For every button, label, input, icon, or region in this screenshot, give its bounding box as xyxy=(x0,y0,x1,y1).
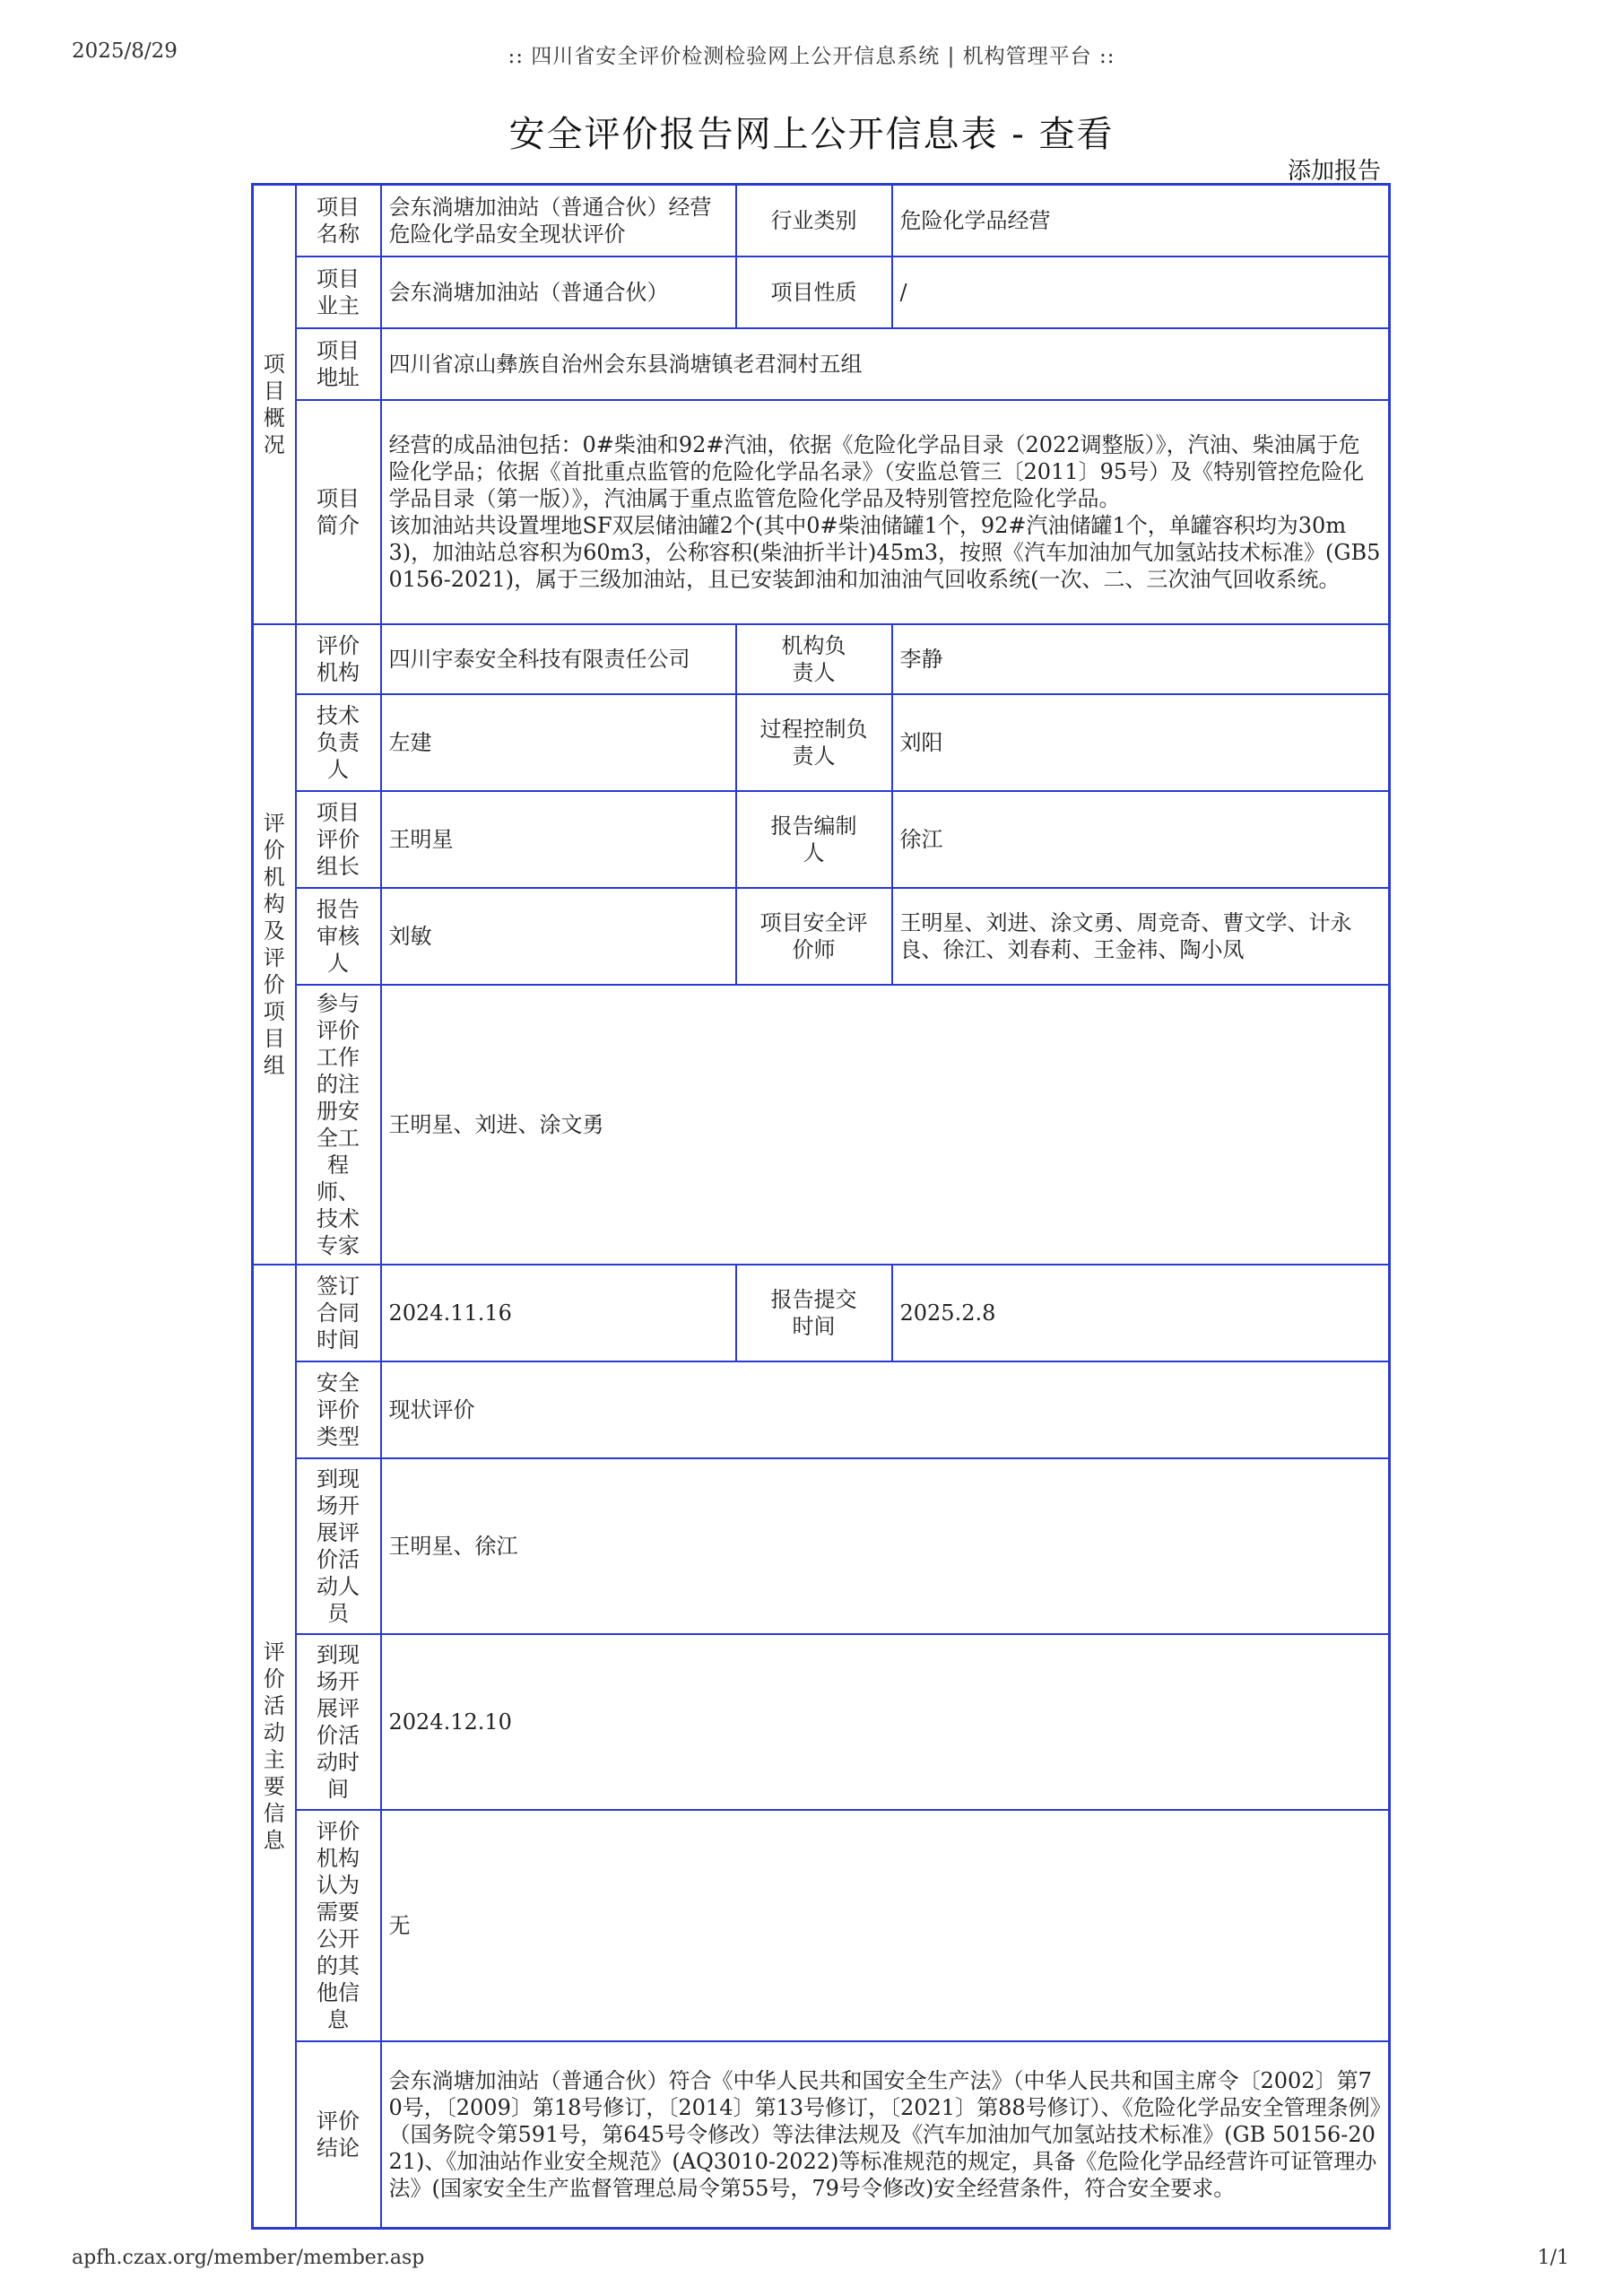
row-address xyxy=(253,328,1390,400)
label-site-staff: 到现场开展评价活动人员 xyxy=(296,1458,381,1634)
value-address: 四川省凉山彝族自治州会东县淌塘镇老君洞村五组 xyxy=(381,328,1390,400)
section-overview: 项目概况 xyxy=(253,185,296,624)
value-agency-name: 四川宇泰安全科技有限责任公司 xyxy=(381,624,736,694)
row-tech-head xyxy=(253,694,1390,791)
label-industry: 行业类别 xyxy=(736,185,892,257)
footer-url: apfh.czax.org/member/member.asp xyxy=(72,2247,425,2269)
value-conclusion: 会东淌塘加油站（普通合伙）符合《中华人民共和国安全生产法》（中华人民共和国主席令〔2002〕第70号，〔2009〕第18号修订，〔2014〕第13号修订，〔2021〕第88号修订）、《危险化学品安全管理条例》（国务院令第591号，第645号令修改）等法律法规及《汽车加油加气加氢站技术标准》(GB 50156-2021)、《加油站作业安全规范》(AQ3010-2022)等标准规范的规定，具备《危险化学品经营许可证管理办法》(国家安全生产监督管理总局令第55号，79号令修改)安全经营条件，符合安全要求。 xyxy=(381,2041,1390,2228)
row-eval-type xyxy=(253,1361,1390,1458)
row-site-date xyxy=(253,1634,1390,1810)
info-table xyxy=(251,183,1391,2230)
add-report-link[interactable]: 添加报告 xyxy=(1288,158,1382,185)
value-compiler: 徐江 xyxy=(892,791,1390,888)
value-project-name: 会东淌塘加油站（普通合伙）经营危险化学品安全现状评价 xyxy=(381,185,736,257)
row-conclusion xyxy=(253,2041,1390,2228)
footer-page-number: 1/1 xyxy=(1537,2247,1569,2269)
label-agency-head: 机构负责人 xyxy=(736,624,892,694)
label-nature: 项目性质 xyxy=(736,257,892,328)
value-process-head: 刘阳 xyxy=(892,694,1390,791)
label-tech-head: 技术负责人 xyxy=(296,694,381,791)
label-contract-date: 签订合同时间 xyxy=(296,1265,381,1361)
label-eval-type: 安全评价类型 xyxy=(296,1361,381,1458)
label-submit-date: 报告提交时间 xyxy=(736,1265,892,1361)
value-submit-date: 2025.2.8 xyxy=(892,1265,1390,1361)
row-owner xyxy=(253,257,1390,328)
label-site-date: 到现场开展评价活动时间 xyxy=(296,1634,381,1810)
label-agency-name: 评价机构 xyxy=(296,624,381,694)
value-other-info: 无 xyxy=(381,1810,1390,2041)
label-process-head: 过程控制负责人 xyxy=(736,694,892,791)
section-agency: 评价机构及评价项目组 xyxy=(253,624,296,1265)
row-reviewer xyxy=(253,888,1390,985)
value-site-date: 2024.12.10 xyxy=(381,1634,1390,1810)
label-owner: 项目业主 xyxy=(296,257,381,328)
value-agency-head: 李静 xyxy=(892,624,1390,694)
value-eval-type: 现状评价 xyxy=(381,1361,1390,1458)
section-activity: 评价活动主要信息 xyxy=(253,1265,296,2229)
label-compiler: 报告编制人 xyxy=(736,791,892,888)
label-evaluators: 项目安全评价师 xyxy=(736,888,892,985)
label-address: 项目地址 xyxy=(296,328,381,400)
value-industry: 危险化学品经营 xyxy=(892,185,1390,257)
value-tech-head: 左建 xyxy=(381,694,736,791)
row-team-leader xyxy=(253,791,1390,888)
value-team-leader: 王明星 xyxy=(381,791,736,888)
row-other-info xyxy=(253,1810,1390,2041)
value-owner: 会东淌塘加油站（普通合伙） xyxy=(381,257,736,328)
row-project-name xyxy=(253,185,1390,257)
system-title: :: 四川省安全评价检测检验网上公开信息系统 | 机构管理平台 :: xyxy=(508,45,1115,68)
label-team-leader: 项目评价组长 xyxy=(296,791,381,888)
value-intro: 经营的成品油包括：0#柴油和92#汽油，依据《危险化学品目录（2022调整版）》，汽油、柴油属于危险化学品；依据《首批重点监管的危险化学品名录》（安监总管三〔2011〕95号）及《特别管控危险化学品目录（第一版）》，汽油属于重点监管危险化学品及特别管控危险化学品。 该加油站共设置埋地SF双层储油罐2个(其中0#柴油储罐1个，92#汽油储罐1个，单罐容积均为30m3)，加油站总容积为60m3，公称容积(柴油折半计)45m3，按照《汽车加油加气加氢站技术标准》(GB50156-2021)，属于三级加油站，且已安装卸油和加油油气回收系统(一次、二、三次油气回收系统。 xyxy=(381,400,1390,624)
value-contract-date: 2024.11.16 xyxy=(381,1265,736,1361)
value-participants: 王明星、刘进、涂文勇 xyxy=(381,985,1390,1265)
page-title: 安全评价报告网上公开信息表 - 查看 xyxy=(508,114,1115,155)
row-site-staff xyxy=(253,1458,1390,1634)
label-reviewer: 报告审核人 xyxy=(296,888,381,985)
label-conclusion: 评价结论 xyxy=(296,2041,381,2228)
value-reviewer: 刘敏 xyxy=(381,888,736,985)
value-evaluators: 王明星、刘进、涂文勇、周竞奇、曹文学、计永良、徐江、刘春莉、王金祎、陶小凤 xyxy=(892,888,1390,985)
label-participants: 参与评价工作的注册安全工程师、技术专家 xyxy=(296,985,381,1265)
label-intro: 项目简介 xyxy=(296,400,381,624)
label-project-name: 项目名称 xyxy=(296,185,381,257)
label-other-info: 评价机构认为需要公开的其他信息 xyxy=(296,1810,381,2041)
value-site-staff: 王明星、徐江 xyxy=(381,1458,1390,1634)
row-participants xyxy=(253,985,1390,1265)
row-dates xyxy=(253,1265,1390,1361)
row-agency xyxy=(253,624,1390,694)
row-intro xyxy=(253,400,1390,624)
value-nature: / xyxy=(892,257,1390,328)
print-date: 2025/8/29 xyxy=(72,39,178,63)
